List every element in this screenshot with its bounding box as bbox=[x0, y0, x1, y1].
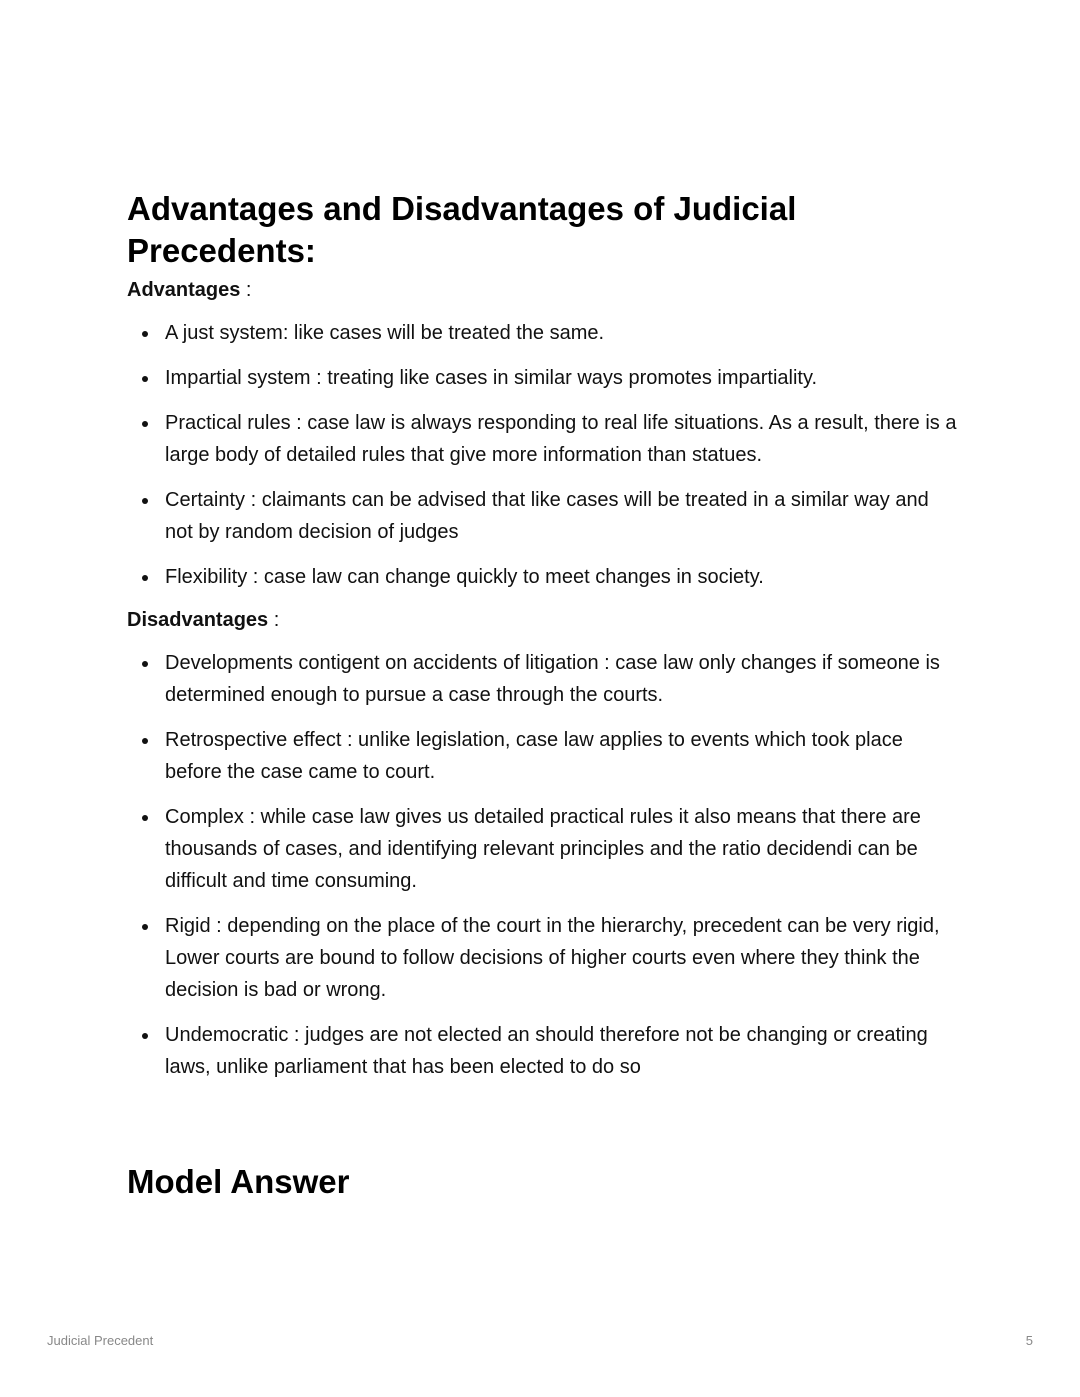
list-item: Complex : while case law gives us detailed practical rules it also means that there are thousands of cases, and identifying relevant principles and the ratio decidendi can be difficult and time consuming. bbox=[165, 801, 957, 897]
list-item: A just system: like cases will be treated the same. bbox=[165, 317, 957, 349]
advantages-label-text: Advantages bbox=[127, 279, 241, 301]
document-body bbox=[127, 188, 957, 1094]
disadvantages-label bbox=[127, 604, 957, 636]
list-item: Certainty : claimants can be advised that like cases will be treated in a similar way and not by random decision of judges bbox=[165, 484, 957, 548]
list-item: Retrospective effect : unlike legislation, case law applies to events which took place before the case came to court. bbox=[165, 724, 957, 788]
disadvantages-label-text: Disadvantages bbox=[127, 609, 269, 631]
advantages-label bbox=[127, 274, 957, 306]
list-item: Flexibility : case law can change quickly to meet changes in society. bbox=[165, 561, 957, 593]
model-answer-heading: Model Answer bbox=[127, 1163, 350, 1200]
list-item: Impartial system : treating like cases in similar ways promotes impartiality. bbox=[165, 362, 957, 394]
section-heading: Advantages and Disadvantages of Judicial Precedents: bbox=[127, 190, 797, 269]
label-separator: : bbox=[240, 279, 252, 301]
list-item: Practical rules : case law is always responding to real life situations. As a result, there is a large body of detailed rules that give more information than statues. bbox=[165, 407, 957, 471]
list-item: Undemocratic : judges are not elected an should therefore not be changing or creating laws, unlike parliament that has been elected to do so bbox=[165, 1019, 957, 1083]
disadvantages-list bbox=[127, 647, 957, 1083]
list-item: Developments contigent on accidents of litigation : case law only changes if someone is determined enough to pursue a case through the courts. bbox=[165, 647, 957, 711]
list-item: Rigid : depending on the place of the court in the hierarchy, precedent can be very rigid, Lower courts are bound to follow decisions of higher courts even where they think the decision is bad or wrong. bbox=[165, 910, 957, 1006]
footer-title: Judicial Precedent bbox=[47, 1333, 154, 1348]
page-number: 5 bbox=[1025, 1333, 1033, 1348]
advantages-list bbox=[127, 317, 957, 593]
label-separator: : bbox=[268, 609, 280, 631]
